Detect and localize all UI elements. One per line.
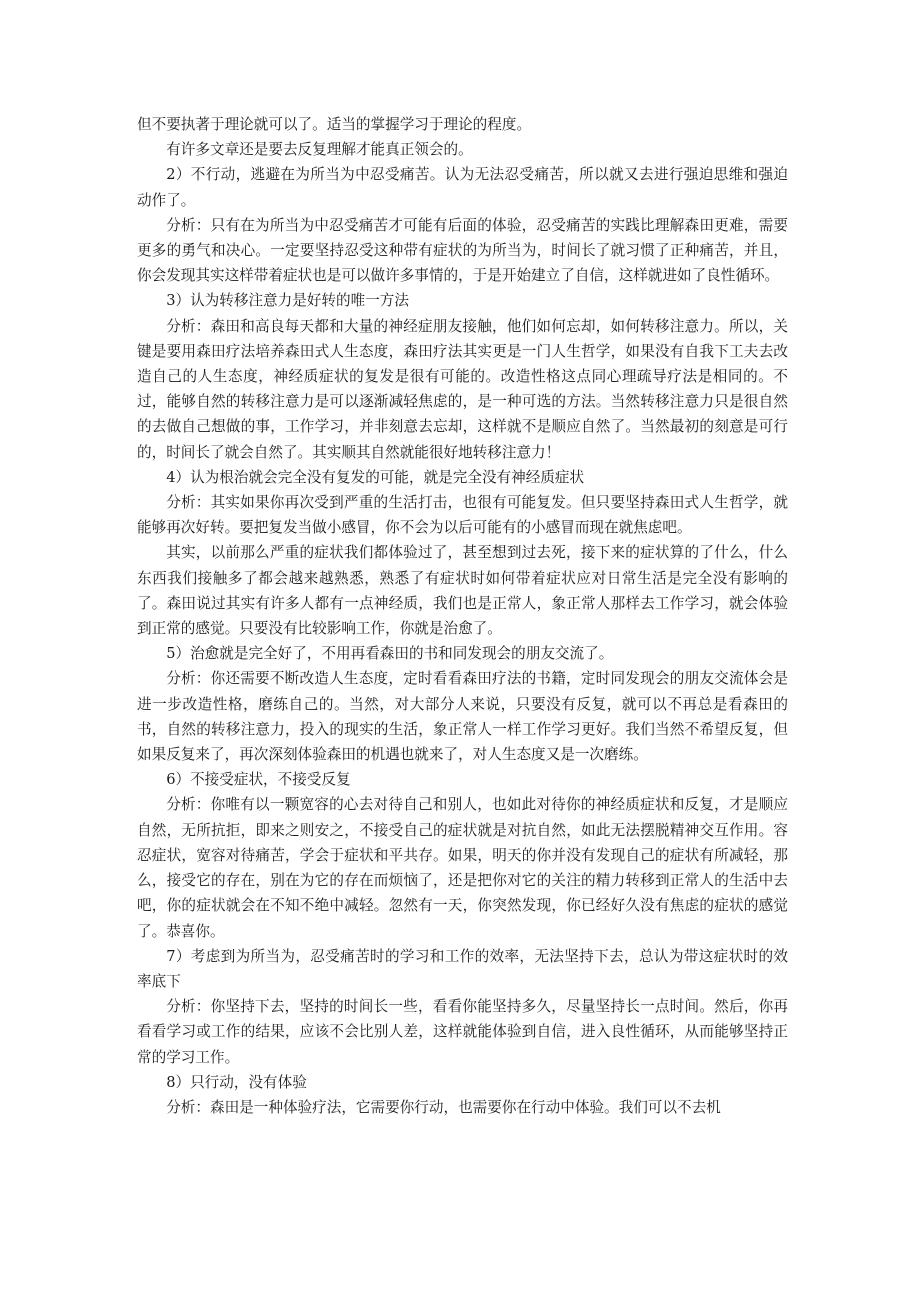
document-page bbox=[137, 112, 788, 1120]
section-heading: 8）只行动，没有体验 bbox=[166, 1073, 307, 1091]
section-heading: 3）认为转移注意力是好转的唯一方法 bbox=[166, 292, 409, 310]
paragraph: 分析：你还需要不断改造人生态度，定时看看森田疗法的书籍，定时同发现会的朋友交流体会是进一步改造性格，磨练自己的。当然，对大部分人来说，只要没有反复，就可以不再总是看森田的书，自然的转移注意力，投入的现实的生活，象正常人一样工作学习更好。我们当然不希望反复，但如果反复来了，再次深刻体验森田的机遇也就来了，对人生态度又是一次磨练。 bbox=[137, 670, 788, 764]
paragraph: 2）不行动，逃避在为所当为中忍受痛苦。认为无法忍受痛苦，所以就又去进行强迫思维和强迫动作了。 bbox=[137, 166, 788, 209]
paragraph: 分析：你唯有以一颗宽容的心去对待自己和别人，也如此对待你的神经质症状和反复，才是顺应自然，无所抗拒，即来之则安之，不接受自己的症状就是对抗自然，如此无法摆脱精神交互作用。容忍症状，宽容对待痛苦，学会于症状和平共存。如果，明天的你并没有发现自己的症状有所减轻，那么，接受它的存在，别在为它的存在而烦恼了，还是把你对它的关注的精力转移到正常人的生活中去吧，你的症状就会在不知不绝中减轻。忽然有一天，你突然发现，你已经好久没有焦虑的症状的感觉了。恭喜你。 bbox=[137, 796, 788, 940]
paragraph: 其实，以前那么严重的症状我们都体验过了，甚至想到过去死，接下来的症状算的了什么，什么东西我们接触多了都会越来越熟悉，熟悉了有症状时如何带着症状应对日常生活是完全没有影响的了。森田说过其实有许多人都有一点神经质，我们也是正常人，象正常人那样去工作学习，就会体验到正常的感觉。只要没有比较影响工作，你就是治愈了。 bbox=[137, 544, 788, 638]
paragraph: 但不要执著于理论就可以了。适当的掌握学习于理论的程度。 bbox=[137, 116, 532, 133]
paragraph: 分析：森田和高良每天都和大量的神经症朋友接触，他们如何忘却，如何转移注意力。所以，关键是要用森田疗法培养森田式人生态度，森田疗法其实更是一门人生哲学，如果没有自我下工夫去改造自己的人生态度，神经质症状的复发是很有可能的。改造性格这点同心理疏导疗法是相同的。不过，能够自然的转移注意力是可以逐渐减轻焦虑的，是一种可选的方法。当然转移注意力只是很自然的去做自己想做的事，工作学习，并非刻意去忘却，这样就不是顺应自然了。当然最初的刻意是可行的，时间长了就会自然了。其实顺其自然就能很好地转移注意力！ bbox=[137, 317, 788, 461]
paragraph: 分析：只有在为所当为中忍受痛苦才可能有后面的体验，忍受痛苦的实践比理解森田更难，需要更多的勇气和决心。一定要坚持忍受这种带有症状的为所当为，时间长了就习惯了正种痛苦，并且，你会发现其实这样带着症状也是可以做许多事情的，于是开始建立了自信，这样就进如了良性循环。 bbox=[137, 216, 788, 285]
section-heading: 5）治愈就是完全好了，不用再看森田的书和同发现会的朋友交流了。 bbox=[166, 645, 614, 663]
paragraph: 有许多文章还是要去反复理解才能真正领会的。 bbox=[166, 141, 473, 159]
paragraph: 分析：其实如果你再次受到严重的生活打击，也很有可能复发。但只要坚持森田式人生哲学，就能够再次好转。要把复发当做小感冒，你不会为以后可能有的小感冒而现在就焦虑吧。 bbox=[137, 494, 788, 537]
section-heading: 7）考虑到为所当为，忍受痛苦时的学习和工作的效率，无法坚持下去，总认为带这症状时的效率底下 bbox=[137, 947, 788, 990]
paragraph: 分析：你坚持下去，坚持的时间长一些，看看你能坚持多久，尽量坚持长一点时间。然后，你再看看学习或工作的结果，应该不会比别人差，这样就能体验到自信，进入良性循环，从而能够坚持正常的学习工作。 bbox=[137, 998, 788, 1066]
section-heading: 6）不接受症状，不接受反复 bbox=[166, 771, 351, 789]
paragraph: 分析：森田是一种体验疗法，它需要你行动，也需要你在行动中体验。我们可以不去机 bbox=[166, 1098, 721, 1116]
section-heading: 4）认为根治就会完全没有复发的可能，就是完全没有神经质症状 bbox=[166, 468, 585, 486]
